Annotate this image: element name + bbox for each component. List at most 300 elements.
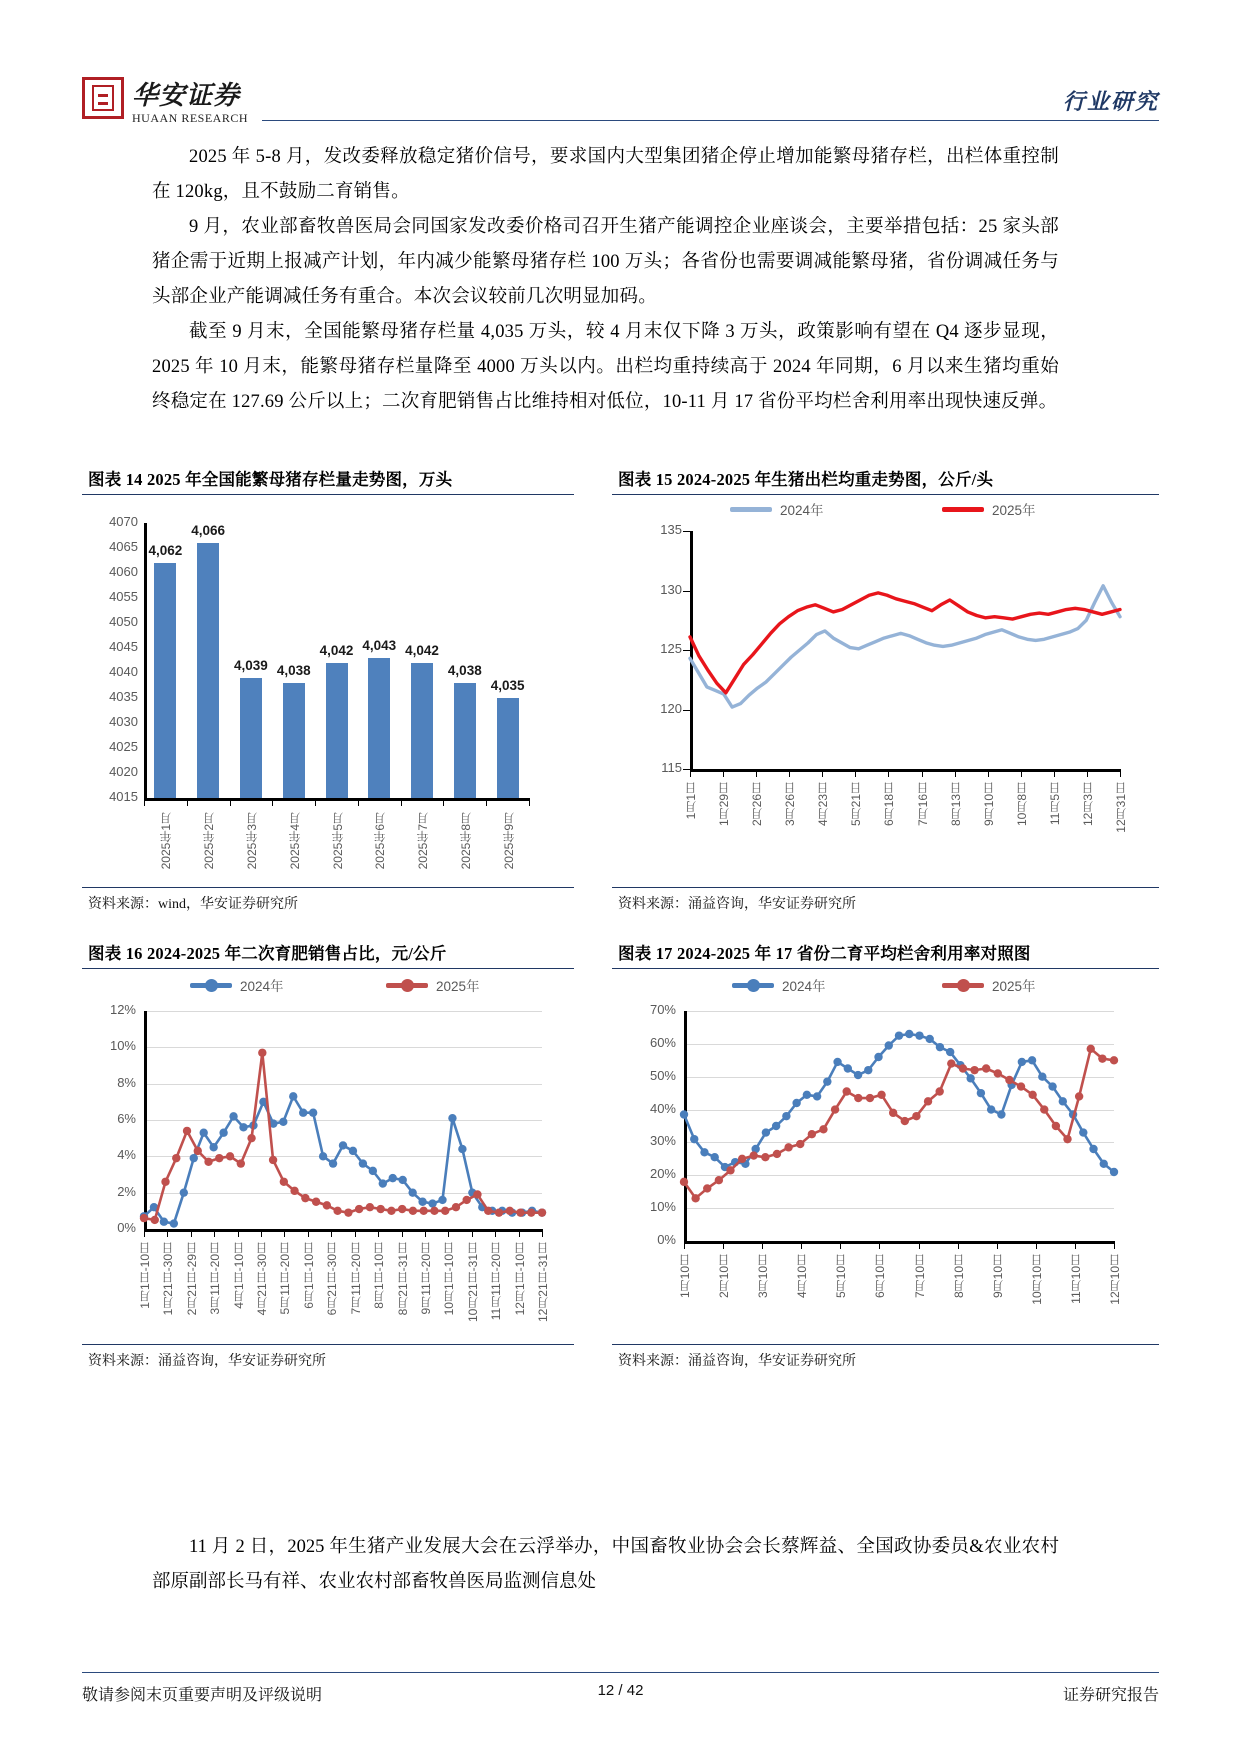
x-tick-label: 5月10日 — [834, 1254, 849, 1299]
x-tick — [315, 798, 316, 806]
bar — [197, 543, 219, 798]
x-tick-label: 3月10日 — [756, 1254, 771, 1299]
data-point — [183, 1127, 191, 1135]
data-point — [441, 1207, 449, 1215]
data-point — [703, 1184, 711, 1192]
data-point — [430, 1207, 438, 1215]
y-tick-label: 30% — [649, 1133, 676, 1149]
data-point — [773, 1150, 781, 1158]
data-point — [219, 1129, 227, 1137]
data-point — [379, 1179, 387, 1187]
data-point — [438, 1196, 446, 1204]
data-point — [409, 1207, 417, 1215]
figure-16 — [82, 940, 574, 1370]
x-tick — [378, 1229, 379, 1237]
series-line-2025年 — [690, 593, 1120, 693]
data-point — [359, 1159, 367, 1167]
x-tick — [888, 769, 889, 777]
footer-report-label: 证券研究报告 — [1062, 1687, 1159, 1704]
x-tick — [1021, 769, 1022, 777]
x-tick — [955, 769, 956, 777]
data-point — [229, 1112, 237, 1120]
data-point — [1110, 1056, 1118, 1064]
series-line-2024年 — [684, 1034, 1114, 1172]
page-header — [82, 75, 1159, 137]
x-tick — [1036, 1241, 1037, 1249]
huaan-logo — [82, 75, 257, 133]
y-tick-label: 125 — [660, 641, 682, 656]
y-tick-label: 8% — [117, 1074, 136, 1090]
tail-text — [152, 1530, 1059, 1600]
data-point — [690, 1135, 698, 1143]
logo-english-name: HUAAN RESEARCH — [132, 111, 249, 125]
data-point — [448, 1114, 456, 1122]
legend-label: 2025年 — [992, 503, 1036, 518]
x-tick-label: 7月10日 — [912, 1254, 927, 1299]
x-tick-label: 10月8日 — [1014, 782, 1029, 827]
y-tick-label: 4045 — [109, 639, 138, 654]
legend-marker — [957, 979, 970, 992]
x-tick-label: 9月11日-20日 — [418, 1242, 433, 1315]
legend-item-2024年 — [732, 975, 826, 995]
data-point — [761, 1153, 769, 1161]
x-tick-label: 2025年2月 — [202, 812, 217, 870]
data-point — [1098, 1054, 1106, 1062]
data-point — [204, 1158, 212, 1166]
x-tick-label: 8月1日-10日 — [372, 1242, 387, 1309]
x-tick-label: 11月11日-20日 — [489, 1242, 504, 1321]
x-tick — [144, 798, 145, 806]
legend-item-2025年 — [942, 499, 1036, 519]
x-tick-label: 1月29日 — [717, 782, 732, 827]
bar — [283, 683, 305, 798]
x-tick-label: 2月21日-29日 — [184, 1242, 199, 1316]
data-point — [299, 1109, 307, 1117]
data-point — [994, 1069, 1002, 1077]
x-axis — [144, 798, 529, 801]
data-point — [823, 1077, 831, 1085]
data-point — [366, 1203, 374, 1211]
data-point — [947, 1059, 955, 1067]
data-point — [691, 1194, 699, 1202]
y-tick-label: 4020 — [109, 764, 138, 779]
x-tick-label: 12月1日-10日 — [512, 1242, 527, 1316]
legend-item-2024年 — [730, 499, 824, 519]
data-point — [680, 1178, 688, 1186]
bar-value-label: 4,035 — [490, 678, 525, 693]
x-tick — [308, 1229, 309, 1237]
data-point — [209, 1143, 217, 1151]
x-tick-label: 6月1日-10日 — [301, 1242, 316, 1309]
data-point — [369, 1167, 377, 1175]
bar-value-label: 4,066 — [191, 523, 226, 538]
x-tick-label: 8月21日-31日 — [395, 1242, 410, 1316]
data-point — [484, 1207, 492, 1215]
x-tick — [355, 1229, 356, 1237]
data-point — [527, 1208, 535, 1216]
x-tick-label: 11月5日 — [1047, 782, 1062, 826]
x-tick-label: 4月21日-30日 — [255, 1242, 270, 1316]
data-point — [389, 1174, 397, 1182]
x-tick-label: 1月1日 — [684, 782, 698, 820]
bar-value-label: 4,062 — [148, 543, 183, 558]
paragraph-1: 2025 年 5-8 月，发改委释放稳定猪价信号，要求国内大型集团猪企停止增加能繁母猪存栏，出栏体重控制在 120kg，且不鼓励二育销售。 — [152, 147, 1059, 202]
data-point — [355, 1205, 363, 1213]
data-point — [833, 1058, 841, 1066]
x-tick-label: 6月18日 — [882, 782, 897, 827]
data-point — [140, 1214, 148, 1222]
x-tick — [238, 1229, 239, 1237]
legend-swatch — [190, 983, 232, 988]
data-point — [715, 1176, 723, 1184]
data-point — [319, 1152, 327, 1160]
data-point — [982, 1064, 990, 1072]
x-tick — [191, 1229, 192, 1237]
data-point — [239, 1123, 247, 1131]
data-point — [924, 1097, 932, 1105]
bar-value-label: 4,038 — [447, 663, 482, 678]
y-tick-label: 115 — [661, 760, 682, 775]
x-tick — [762, 1241, 763, 1249]
data-point — [516, 1208, 524, 1216]
data-point — [1110, 1168, 1118, 1176]
data-point — [874, 1053, 882, 1061]
y-tick — [683, 650, 690, 651]
legend-swatch — [732, 983, 774, 988]
x-tick — [958, 1241, 959, 1249]
x-tick — [1087, 769, 1088, 777]
data-point — [1087, 1045, 1095, 1053]
x-tick — [723, 769, 724, 777]
footer-page-number: 12 / 42 — [597, 1682, 644, 1699]
x-tick-label: 2025年5月 — [330, 812, 345, 870]
data-point — [290, 1187, 298, 1195]
y-tick-label: 10% — [649, 1199, 676, 1215]
data-point — [387, 1207, 395, 1215]
x-tick-label: 9月10日 — [981, 782, 996, 827]
data-point — [190, 1154, 198, 1162]
data-point — [792, 1099, 800, 1107]
y-tick-label: 4070 — [109, 514, 138, 529]
y-tick-label: 12% — [109, 1002, 136, 1017]
x-tick — [756, 769, 757, 777]
y-tick-label: 6% — [117, 1111, 136, 1126]
y-tick-label: 4065 — [109, 539, 138, 554]
x-tick — [187, 798, 188, 806]
figure-16-title: 图表 16 2024-2025 年二次育肥销售占比，元/公斤 — [88, 944, 447, 963]
data-point — [935, 1087, 943, 1095]
data-point — [473, 1190, 481, 1198]
figure-16-chart — [82, 969, 574, 1344]
x-tick — [230, 798, 231, 806]
data-point — [180, 1188, 188, 1196]
y-tick — [683, 710, 690, 711]
data-point — [808, 1130, 816, 1138]
data-point — [1075, 1092, 1083, 1100]
x-tick — [214, 1229, 215, 1237]
x-tick-label: 9月10日 — [990, 1254, 1005, 1299]
x-tick-label: 2025年8月 — [458, 812, 473, 870]
y-tick-label: 4015 — [109, 789, 138, 804]
x-tick — [519, 1229, 520, 1237]
data-point — [312, 1198, 320, 1206]
data-point — [912, 1112, 920, 1120]
data-point — [329, 1159, 337, 1167]
x-tick — [425, 1229, 426, 1237]
x-tick-label: 8月13日 — [948, 782, 963, 827]
data-point — [1063, 1135, 1071, 1143]
figure-15-title: 图表 15 2024-2025 年生猪出栏均重走势图，公斤/头 — [618, 470, 994, 489]
y-tick-label: 50% — [649, 1067, 676, 1083]
data-point — [151, 1216, 159, 1224]
data-point — [339, 1141, 347, 1149]
y-tick-label: 2% — [117, 1183, 136, 1199]
legend-item-2024年 — [190, 975, 284, 995]
data-point — [160, 1218, 168, 1226]
data-point — [895, 1031, 903, 1039]
x-tick-label: 4月23日 — [816, 782, 831, 827]
x-tick — [401, 798, 402, 806]
x-tick — [1114, 1241, 1115, 1249]
series-line-2025年 — [684, 1049, 1114, 1199]
y-tick-label: 4040 — [109, 664, 138, 679]
data-point — [700, 1148, 708, 1156]
data-point — [428, 1199, 436, 1207]
data-point — [269, 1156, 277, 1164]
data-point — [161, 1178, 169, 1186]
x-tick — [284, 1229, 285, 1237]
data-point — [843, 1087, 851, 1095]
x-tick-label: 12月10日 — [1108, 1254, 1122, 1305]
x-tick-label: 11月10日 — [1068, 1254, 1083, 1304]
x-tick — [988, 769, 989, 777]
x-tick — [167, 1229, 168, 1237]
x-tick — [1075, 1241, 1076, 1249]
series-line-2024年 — [690, 586, 1120, 707]
x-tick-label: 5月21日 — [849, 782, 864, 827]
y-tick-label: 4030 — [109, 714, 138, 729]
data-point — [172, 1154, 180, 1162]
data-point — [258, 1049, 266, 1057]
data-point — [946, 1048, 954, 1056]
data-point — [399, 1176, 407, 1184]
data-point — [344, 1208, 352, 1216]
x-tick — [402, 1229, 403, 1237]
data-point — [1028, 1091, 1036, 1099]
x-tick — [358, 798, 359, 806]
x-tick-label: 5月11日-20日 — [278, 1242, 293, 1315]
x-tick — [922, 769, 923, 777]
data-point — [458, 1145, 466, 1153]
data-point — [738, 1155, 746, 1163]
bar-value-label: 4,038 — [276, 663, 311, 678]
tail-paragraph-1: 11 月 2 日，2025 年生猪产业发展大会在云浮举办，中国畜牧业协会会长蔡辉益、全国政协委员&农业农村部原副部长马有祥、农业农村部畜牧兽医局监测信息处 — [152, 1537, 1059, 1592]
x-tick-label: 12月21日-31日 — [536, 1242, 550, 1323]
data-point — [1079, 1128, 1087, 1136]
data-point — [866, 1094, 874, 1102]
x-tick — [331, 1229, 332, 1237]
x-tick — [690, 769, 691, 777]
legend-swatch — [386, 983, 428, 988]
figure-14-source: 资料来源：wind，华安证券研究所 — [88, 897, 298, 912]
x-tick-label: 1月1日-10日 — [138, 1242, 152, 1309]
data-point — [349, 1147, 357, 1155]
bar — [454, 683, 476, 798]
x-tick-label: 4月1日-10日 — [231, 1242, 246, 1309]
x-tick-label: 4月10日 — [795, 1254, 810, 1299]
data-point — [398, 1205, 406, 1213]
legend-label: 2024年 — [780, 503, 824, 518]
figure-14 — [82, 466, 574, 913]
data-point — [279, 1118, 287, 1126]
x-tick-label: 1月21日-30日 — [161, 1242, 176, 1316]
y-tick-label: 4050 — [109, 614, 138, 629]
data-point — [711, 1153, 719, 1161]
data-point — [905, 1030, 913, 1038]
data-point — [813, 1092, 821, 1100]
figure-14-chart — [82, 495, 574, 887]
data-point — [1059, 1097, 1067, 1105]
data-point — [1048, 1082, 1056, 1090]
series-plot — [684, 1009, 1118, 1243]
bar — [368, 658, 390, 798]
data-point — [844, 1064, 852, 1072]
data-point — [926, 1035, 934, 1043]
y-tick-label: 0% — [117, 1220, 136, 1235]
data-point — [506, 1207, 514, 1215]
x-tick-label: 2025年6月 — [373, 812, 388, 870]
x-tick — [879, 1241, 880, 1249]
data-point — [877, 1091, 885, 1099]
x-tick-label: 3月26日 — [783, 782, 798, 827]
x-tick — [1054, 769, 1055, 777]
data-point — [915, 1031, 923, 1039]
data-point — [280, 1178, 288, 1186]
legend-item-2025年 — [386, 975, 480, 995]
data-point — [289, 1092, 297, 1100]
data-point — [194, 1147, 202, 1155]
data-point — [750, 1151, 758, 1159]
y-tick-label: 4060 — [109, 564, 138, 579]
x-tick-label: 10月10日 — [1029, 1254, 1044, 1305]
bar — [154, 563, 176, 798]
data-point — [237, 1159, 245, 1167]
data-point — [831, 1105, 839, 1113]
figure-17-source: 资料来源：涌益咨询，华安证券研究所 — [618, 1354, 856, 1369]
data-point — [784, 1143, 792, 1151]
data-point — [418, 1198, 426, 1206]
header-divider — [262, 120, 1159, 121]
x-tick-label: 2月10日 — [717, 1254, 732, 1299]
figure-16-source: 资料来源：涌益咨询，华安证券研究所 — [88, 1354, 326, 1369]
legend-marker — [205, 979, 218, 992]
data-point — [726, 1166, 734, 1174]
y-tick-label: 40% — [649, 1100, 676, 1116]
data-point — [977, 1089, 985, 1097]
legend-marker — [747, 979, 760, 992]
data-point — [463, 1196, 471, 1204]
data-point — [419, 1207, 427, 1215]
data-point — [323, 1201, 331, 1209]
y-tick-label: 4% — [117, 1147, 136, 1163]
x-tick — [855, 769, 856, 777]
bar — [411, 663, 433, 798]
x-tick-label: 7月16日 — [915, 782, 930, 827]
data-point — [796, 1140, 804, 1148]
data-point — [1018, 1058, 1026, 1066]
y-tick-label: 10% — [109, 1038, 136, 1054]
data-point — [309, 1109, 317, 1117]
x-tick-label: 3月11日-20日 — [208, 1242, 223, 1315]
data-point — [1040, 1105, 1048, 1113]
legend-label: 2024年 — [782, 979, 826, 994]
legend-item-2025年 — [942, 975, 1036, 995]
x-tick — [272, 798, 273, 806]
data-point — [226, 1152, 234, 1160]
seal-icon — [82, 77, 124, 119]
x-tick-label: 8月10日 — [951, 1254, 966, 1299]
x-tick — [684, 1241, 685, 1249]
x-tick-label: 10月21日-31日 — [465, 1242, 480, 1323]
logo-chinese-name: 华安证券 — [132, 81, 241, 110]
y-tick-label: 4035 — [109, 689, 138, 704]
data-point — [997, 1110, 1005, 1118]
y-tick-label: 4055 — [109, 589, 138, 604]
body-text — [152, 140, 1059, 420]
data-point — [854, 1094, 862, 1102]
x-tick-label: 12月31日 — [1114, 782, 1128, 833]
bar-value-label: 4,042 — [405, 643, 439, 658]
x-tick-label: 6月10日 — [873, 1254, 888, 1299]
data-point — [762, 1128, 770, 1136]
bar-value-label: 4,042 — [319, 643, 354, 658]
x-tick — [144, 1229, 145, 1237]
y-tick — [683, 769, 690, 770]
x-tick-label: 7月11日-20日 — [348, 1242, 363, 1315]
x-tick-label: 2月26日 — [750, 782, 765, 827]
data-point — [959, 1064, 967, 1072]
y-tick-label: 20% — [649, 1166, 676, 1182]
data-point — [408, 1188, 416, 1196]
x-tick-label: 2025年7月 — [416, 812, 431, 870]
bar-value-label: 4,039 — [234, 658, 268, 673]
x-tick-label: 2025年1月 — [159, 812, 174, 870]
x-tick — [529, 798, 530, 806]
legend-label: 2024年 — [240, 979, 284, 994]
y-tick-label: 4025 — [109, 739, 138, 754]
bar — [497, 698, 519, 798]
data-point — [1100, 1160, 1108, 1168]
x-tick — [486, 798, 487, 806]
data-point — [1038, 1073, 1046, 1081]
x-tick — [542, 1229, 543, 1237]
data-point — [1089, 1145, 1097, 1153]
figure-17-title: 图表 17 2024-2025 年 17 省份二育平均栏舍利用率对照图 — [618, 944, 1031, 963]
data-point — [987, 1105, 995, 1113]
data-point — [970, 1066, 978, 1074]
y-tick-label: 120 — [660, 700, 682, 716]
data-point — [885, 1041, 893, 1049]
figure-17-chart — [612, 969, 1159, 1344]
paragraph-2: 9 月，农业部畜牧兽医局会同国家发改委价格司召开生猪产能调控企业座谈会，主要举措包括：25 家头部猪企需于近期上报减产计划，年内减少能繁母猪存栏 100 万头；各省份也需要调减能繁母猪，省份调减任务与头部企业产能调减任务有重合。本次会议较前几次明显加码。 — [152, 217, 1059, 307]
x-tick-label: 6月21日-30日 — [325, 1242, 340, 1316]
x-tick-label: 2025年3月 — [244, 812, 259, 870]
data-point — [452, 1203, 460, 1211]
paragraph-3: 截至 9 月末，全国能繁母猪存栏量 4,035 万头，较 4 月末仅下降 3 万头，政策影响有望在 Q4 逐步显现，2025 年 10 月末，能繁母猪存栏量降至 4000 万头以内。出栏均重持续高于 2024 年同期，6 月以来生猪均重始终稳定在 127.69 公斤以上；二次育肥销售占比维持相对低位，10-11 月 17 省份平均栏舍利用率出现快速反弹。 — [152, 322, 1059, 412]
data-point — [200, 1129, 208, 1137]
y-tick-label: 60% — [649, 1034, 676, 1050]
data-point — [803, 1091, 811, 1099]
